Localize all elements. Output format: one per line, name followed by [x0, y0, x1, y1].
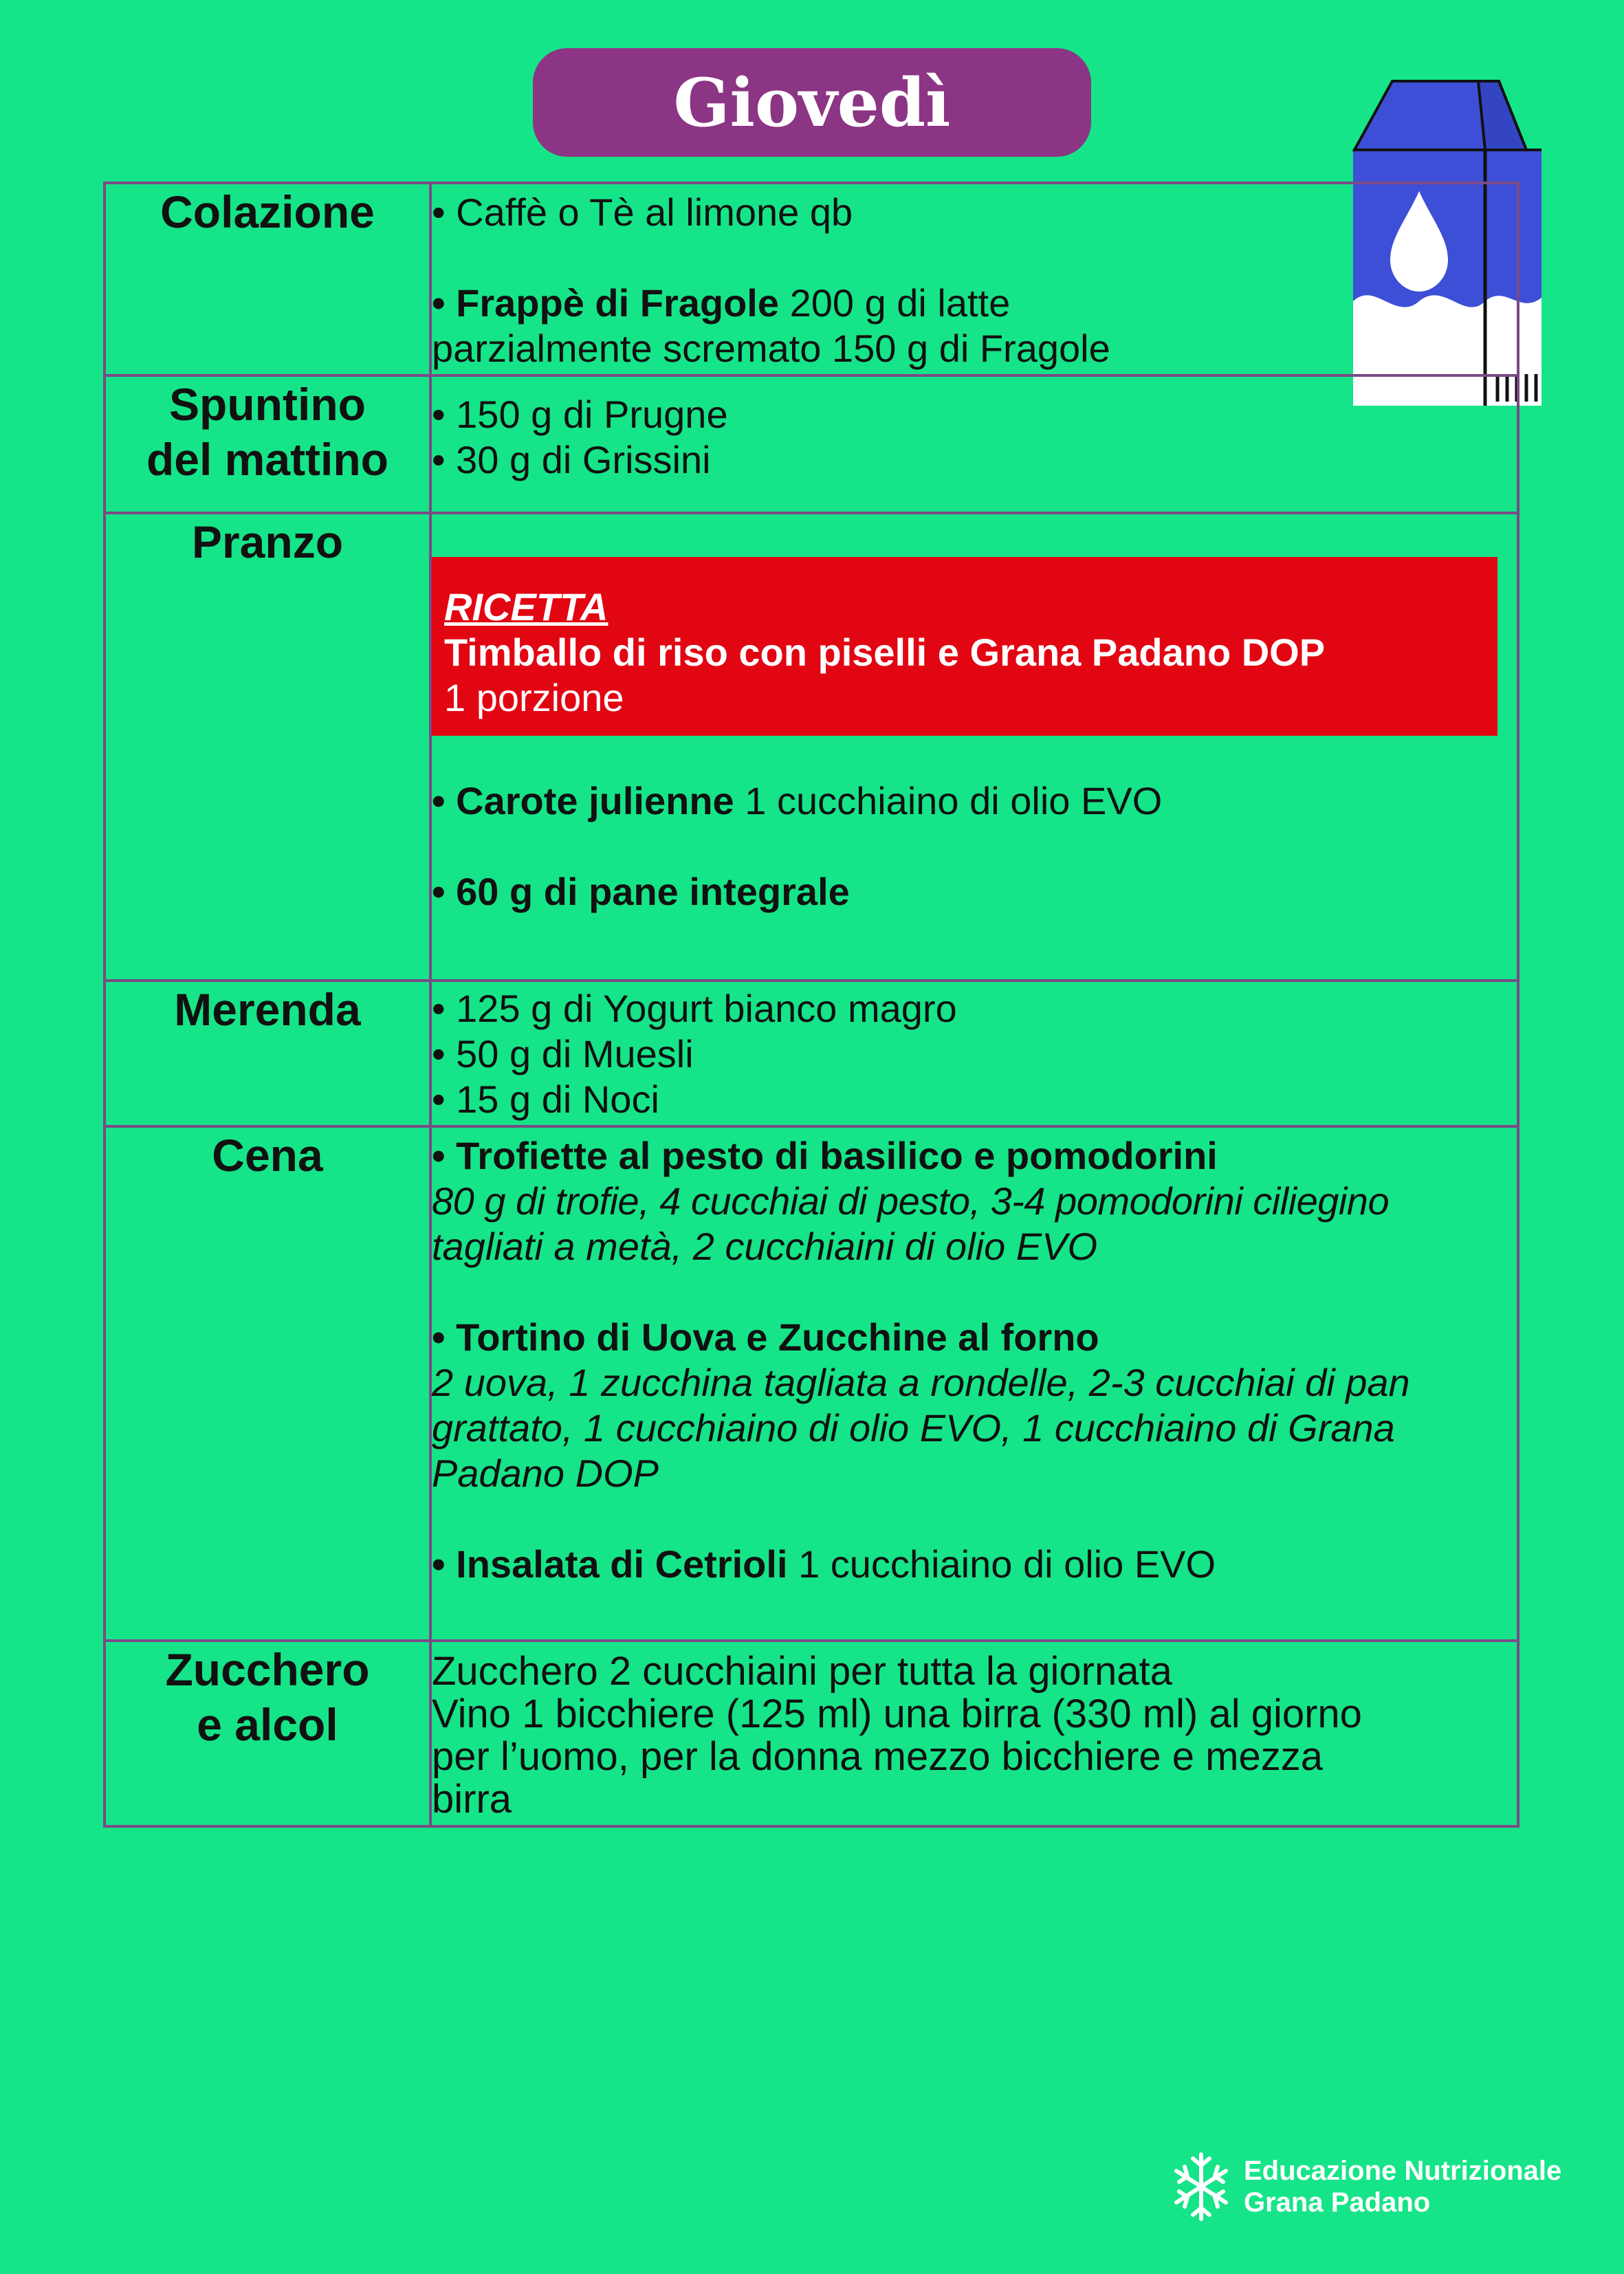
list-item: • 125 g di Yogurt bianco magro [432, 987, 957, 1030]
row-cena [105, 1126, 1518, 1641]
list-item: • 50 g di Muesli [432, 1032, 694, 1075]
logo-line: Educazione Nutrizionale [1244, 2156, 1562, 2186]
item-detail-line: tagliati a metà, 2 cucchiaini di olio EVO [432, 1225, 1098, 1268]
item-name: • Insalata di Cetrioli [432, 1542, 788, 1586]
list-item [432, 281, 1517, 326]
label-text: Merenda [174, 984, 361, 1035]
label-text: e alcol [197, 1699, 338, 1750]
list-item: • 150 g di Prugne [432, 393, 728, 436]
logo-text [1244, 2155, 1561, 2218]
brand-logo [1172, 2149, 1561, 2224]
row-merenda [105, 981, 1518, 1126]
label-text: Spuntino [169, 379, 366, 430]
item-name: • Carote julienne [432, 779, 734, 822]
recipe-tag: RICETTA [444, 585, 608, 628]
logo-line: Grana Padano [1244, 2187, 1431, 2218]
text-line: Vino 1 bicchiere (125 ml) una birra (330 ml) al giorno [432, 1692, 1362, 1736]
label-text: Cena [212, 1130, 323, 1181]
label-text: Colazione [160, 186, 375, 237]
item-detail-line: grattato, 1 cucchiaino di olio EVO, 1 cucchiaino di Grana [432, 1406, 1395, 1450]
row-label [105, 183, 430, 375]
item-detail: 200 g di latte [779, 281, 1011, 325]
recipe-name: Timballo di riso con piselli e Grana Padano DOP [444, 631, 1326, 674]
row-spuntino [105, 375, 1518, 513]
list-item: • Tortino di Uova e Zucchine al forno [432, 1315, 1099, 1359]
row-label [105, 1126, 430, 1641]
row-content [430, 513, 1518, 981]
meal-plan-table [103, 182, 1519, 1828]
row-label [105, 375, 430, 513]
item-detail: 1 cucchiaino di olio EVO [734, 779, 1163, 822]
list-item: • 30 g di Grissini [432, 438, 711, 481]
list-item [432, 1542, 1517, 1587]
item-name: • Frappè di Fragole [432, 281, 780, 325]
list-item [432, 778, 1517, 824]
row-label [105, 1641, 430, 1826]
list-item: • 60 g di pane integrale [432, 870, 850, 913]
row-zucchero-alcol [105, 1641, 1518, 1826]
text-line: per l’uomo, per la donna mezzo bicchiere e mezza [432, 1734, 1323, 1779]
label-text: Pranzo [191, 516, 344, 567]
list-item: • 15 g di Noci [432, 1078, 659, 1121]
day-title-pill [533, 48, 1091, 157]
item-detail-line: parzialmente scremato 150 g di Fragole [432, 327, 1110, 370]
row-colazione [105, 183, 1518, 375]
item-detail-line: Padano DOP [432, 1452, 659, 1495]
item-detail-line: 80 g di trofie, 4 cucchiai di pesto, 3-4 pomodorini ciliegino [432, 1179, 1390, 1223]
recipe-box[interactable] [432, 557, 1497, 736]
row-content [430, 375, 1518, 513]
label-text: Zucchero [165, 1644, 370, 1695]
text-line: Zucchero 2 cucchiaini per tutta la giornata [432, 1649, 1172, 1694]
item-detail: 1 cucchiaino di olio EVO [787, 1542, 1216, 1586]
list-item: • Trofiette al pesto di basilico e pomodorini [432, 1134, 1218, 1177]
row-label [105, 513, 430, 981]
row-content [430, 1641, 1518, 1826]
row-pranzo [105, 513, 1518, 981]
snowflake-logo-icon [1172, 2149, 1230, 2224]
label-text: del mattino [146, 434, 388, 485]
row-label [105, 981, 430, 1126]
row-content [430, 981, 1518, 1126]
text-line: birra [432, 1777, 512, 1822]
row-content [430, 183, 1518, 375]
day-title: Giovedì [673, 63, 951, 142]
list-item: • Caffè o Tè al limone qb [432, 190, 853, 234]
recipe-portion: 1 porzione [444, 676, 624, 719]
row-content [430, 1126, 1518, 1641]
item-detail-line: 2 uova, 1 zucchina tagliata a rondelle, 2-3 cucchiai di pan [432, 1361, 1410, 1404]
